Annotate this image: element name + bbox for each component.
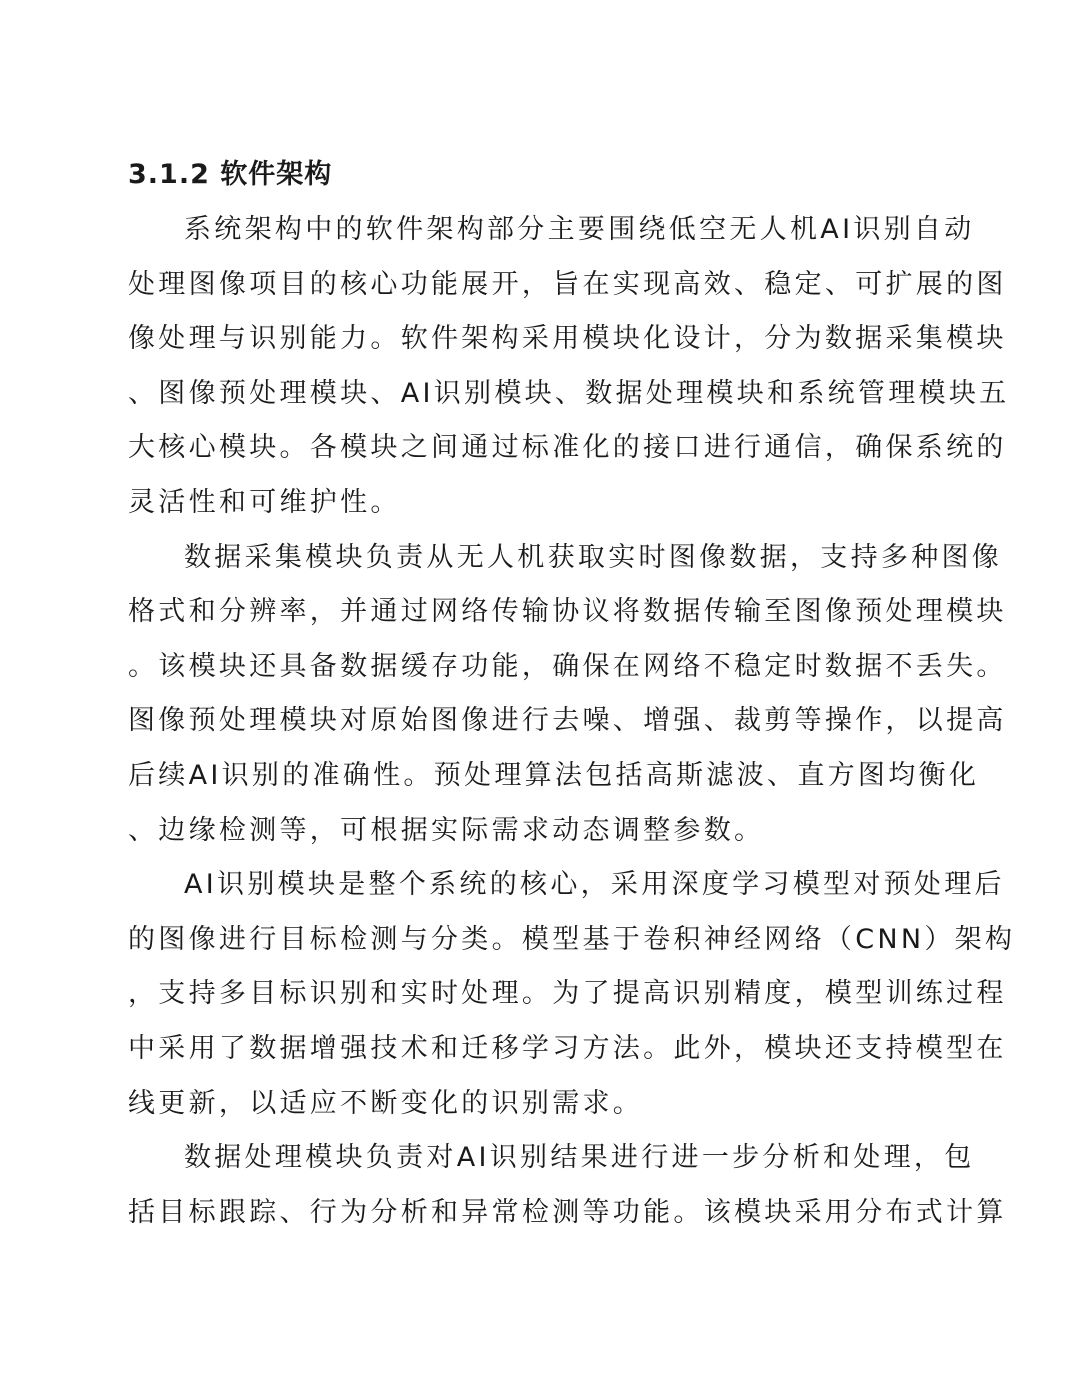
paragraph-4-line-2: 括目标跟踪、行为分析和异常检测等功能。该模块采用分布式计算 <box>128 1197 1007 1228</box>
paragraph-3-line-1: AI识别模块是整个系统的核心，采用深度学习模型对预处理后 <box>184 869 1005 900</box>
paragraph-1-line-1: 系统架构中的软件架构部分主要围绕低空无人机AI识别自动 <box>184 214 975 245</box>
paragraph-1-line-4: 、图像预处理模块、AI识别模块、数据处理模块和系统管理模块五 <box>128 378 1010 409</box>
paragraph-1-line-3: 像处理与识别能力。软件架构采用模块化设计，分为数据采集模块 <box>128 323 1007 354</box>
paragraph-4-line-1: 数据处理模块负责对AI识别结果进行进一步分析和处理，包 <box>184 1142 975 1173</box>
paragraph-1-line-2: 处理图像项目的核心功能展开，旨在实现高效、稳定、可扩展的图 <box>128 269 1007 300</box>
paragraph-3-line-5: 线更新，以适应不断变化的识别需求。 <box>128 1088 644 1119</box>
paragraph-2-line-5: 后续AI识别的准确性。预处理算法包括高斯滤波、直方图均衡化 <box>128 760 980 791</box>
paragraph-2-line-4: 图像预处理模块对原始图像进行去噪、增强、裁剪等操作，以提高 <box>128 705 1007 736</box>
paragraph-2-line-1: 数据采集模块负责从无人机获取实时图像数据，支持多种图像 <box>184 542 1003 573</box>
paragraph-2-line-2: 格式和分辨率，并通过网络传输协议将数据传输至图像预处理模块 <box>128 596 1007 627</box>
paragraph-1-line-5: 大核心模块。各模块之间通过标准化的接口进行通信，确保系统的 <box>128 432 1007 463</box>
paragraph-2-line-6: 、边缘检测等，可根据实际需求动态调整参数。 <box>128 815 765 846</box>
section-heading: 3.1.2 软件架构 <box>128 159 333 190</box>
paragraph-3-line-3: ，支持多目标识别和实时处理。为了提高识别精度，模型训练过程 <box>128 978 1007 1009</box>
paragraph-1-line-6: 灵活性和可维护性。 <box>128 487 401 518</box>
paragraph-3-line-2: 的图像进行目标检测与分类。模型基于卷积神经网络（CNN）架构 <box>128 924 1016 955</box>
paragraph-2-line-3: 。该模块还具备数据缓存功能，确保在网络不稳定时数据不丢失。 <box>128 651 1007 682</box>
paragraph-3-line-4: 中采用了数据增强技术和迁移学习方法。此外，模块还支持模型在 <box>128 1033 1007 1064</box>
